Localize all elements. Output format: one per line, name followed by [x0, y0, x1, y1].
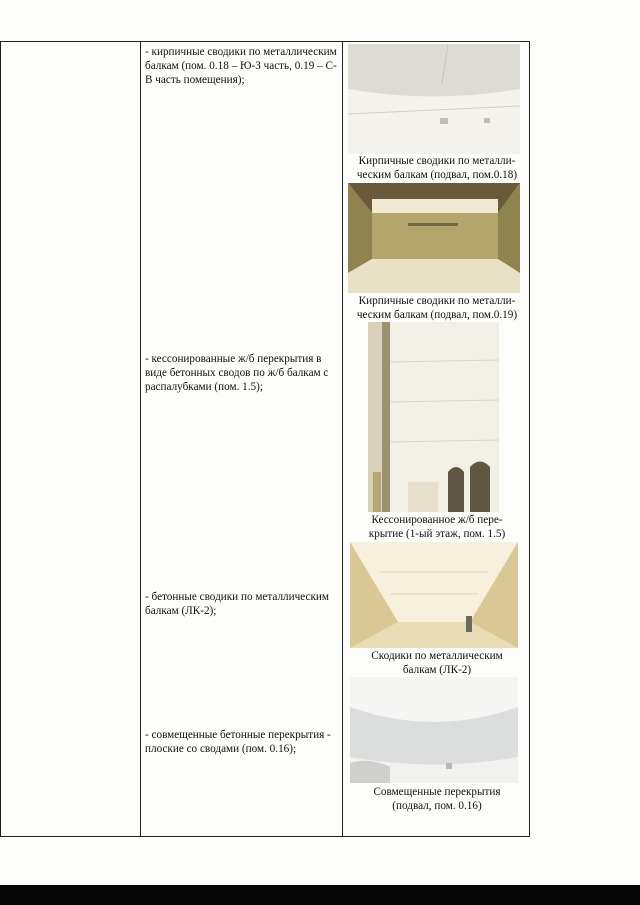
description-cell: - совмещенные бетонные перекрытия - плоские со сводами (пом. 0.16); — [145, 729, 331, 755]
photo-coffered-slab-1-5 — [368, 322, 499, 512]
photo-caption: Совмещенные перекрытия (подвал, пом. 0.16) — [373, 786, 501, 812]
photo-caption: Кирпичные сводики по металли- ческим балкам (подвал, пом.0.19) — [356, 295, 518, 321]
scan-bottom-edge — [0, 885, 640, 905]
table-bottom-border — [0, 836, 530, 837]
description-cell: - кирпичные сводики по металлическим балкам (пом. 0.18 – Ю-З часть, 0.19 – С-В часть помещения); — [145, 46, 337, 86]
photo-concrete-vaults-lk2 — [350, 542, 518, 648]
photo-caption: Кессонированное ж/б пере- крытие (1-ый этаж, пом. 1.5) — [368, 514, 506, 540]
description-cell: - кессонированные ж/б перекрытия в виде бетонных сводов по ж/б балкам с распалубками (пом. 1.5); — [145, 353, 329, 393]
description-cell: - бетонные сводики по металлическим балкам (ЛК-2); — [145, 591, 329, 617]
table-col-border — [342, 41, 343, 837]
table-top-border — [0, 41, 530, 42]
photo-brick-vaults-0-19 — [348, 183, 520, 293]
table-col-border — [140, 41, 141, 837]
table-col-border — [0, 41, 1, 837]
photo-caption: Скодики по металлическим балкам (ЛК-2) — [371, 650, 503, 676]
photo-combined-slabs-0-16 — [350, 677, 518, 783]
photo-caption: Кирпичные сводики по металли- ческим балкам (подвал, пом.0.18) — [356, 155, 518, 181]
photo-brick-vaults-0-18 — [348, 44, 520, 154]
